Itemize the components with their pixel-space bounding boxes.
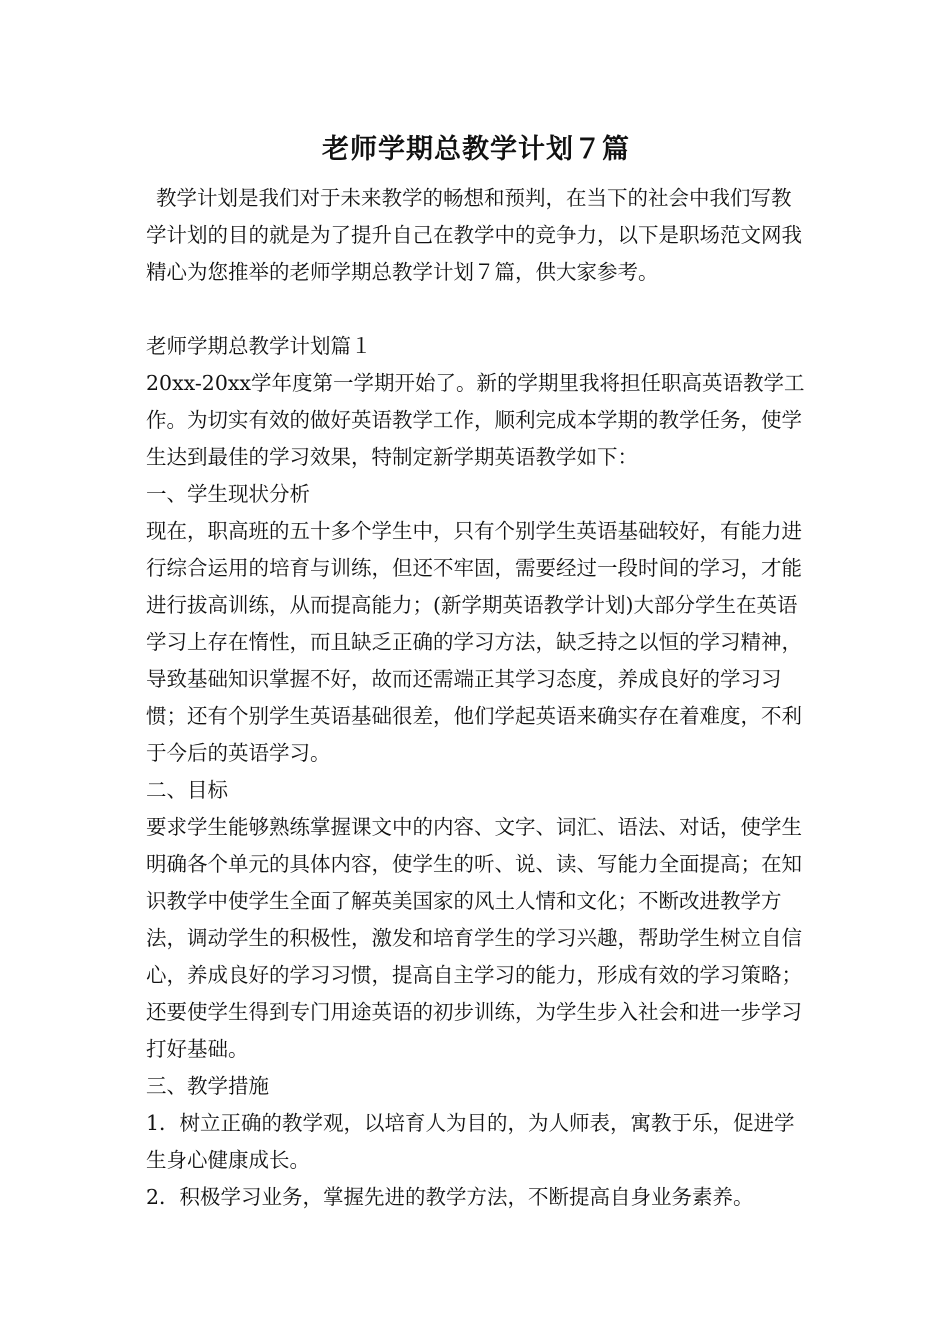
subheading-analysis: 一、学生现状分析 — [146, 482, 310, 506]
document-title: 老师学期总教学计划７篇 — [322, 134, 630, 165]
list-item: 2．积极学习业务，掌握先进的教学方法，不断提高自身业务素养。 — [146, 1185, 754, 1209]
paragraph-gap — [146, 291, 806, 328]
body-paragraph: 要求学生能够熟练掌握课文中的内容、文字、词汇、语法、对话，使学生明确各个单元的具体内容，使学生的听、说、读、写能力全面提高；在知识教学中使学生全面了解英美国家的风土人情和文化；不断改进教学方法，调动学生的积极性，激发和培育学生的学习兴趣，帮助学生树立自信心，养成良好的学习习惯，提高自主学习的能力，形成有效的学习策略；还要使学生得到专门用途英语的初步训练，为学生步入社会和进一步学习打好基础。 — [146, 815, 802, 1061]
list-item: 1．树立正确的教学观，以培育人为目的，为人师表，寓教于乐，促进学生身心健康成长。 — [146, 1111, 795, 1172]
subheading-goals: 二、目标 — [146, 778, 228, 802]
body-paragraph: 20xx-20xx学年度第一学期开始了。新的学期里我将担任职高英语教学工作。为切实有效的做好英语教学工作，顺利完成本学期的教学任务，使学生达到最佳的学习效果，特制定新学期英语教学如下： — [146, 371, 805, 469]
intro-paragraph: 教学计划是我们对于未来教学的畅想和预判，在当下的社会中我们写教学计划的目的就是为了提升自己在教学中的竞争力，以下是职场范文网我精心为您推举的老师学期总教学计划７篇，供大家参考。 — [146, 186, 802, 284]
subheading-measures: 三、教学措施 — [146, 1074, 269, 1098]
section-heading: 老师学期总教学计划篇１ — [146, 334, 372, 358]
body-paragraph: 现在，职高班的五十多个学生中，只有个别学生英语基础较好，有能力进行综合运用的培育与训练，但还不牢固，需要经过一段时间的学习，才能进行拔高训练，从而提高能力；(新学期英语教学计划)大部分学生在英语学习上存在惰性，而且缺乏正确的学习方法，缺乏持之以恒的学习精神，导致基础知识掌握不好，故而还需端正其学习态度，养成良好的学习习惯；还有个别学生英语基础很差，他们学起英语来确实存在着难度，不利于今后的英语学习。 — [146, 519, 802, 765]
document-page — [146, 128, 806, 1216]
